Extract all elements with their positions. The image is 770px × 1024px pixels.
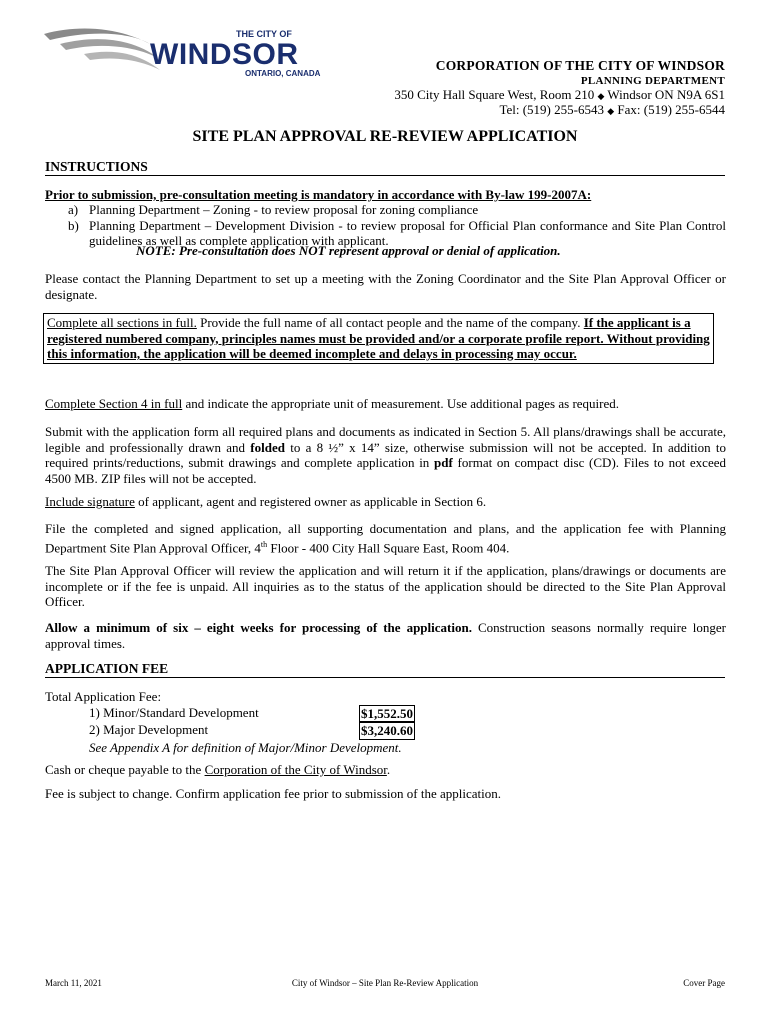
- application-fee-heading: APPLICATION FEE: [45, 661, 725, 678]
- fee-amount: $1,552.50: [361, 705, 413, 721]
- page-title: SITE PLAN APPROVAL RE-REVIEW APPLICATION: [192, 128, 578, 145]
- svg-text:ONTARIO, CANADA: ONTARIO, CANADA: [245, 69, 321, 78]
- footer-date: March 11, 2021: [45, 978, 102, 988]
- appendix-note: See Appendix A for definition of Major/Minor Development.: [89, 739, 402, 755]
- fee-amount: $3,240.60: [361, 723, 413, 738]
- submission-paragraph: Submit with the application form all required plans and documents as indicated in Section 5. All plans/drawings shall be accurate, legible and professionally drawn and folded to a 8 ½” x 14” size, otherwise submission will not be accepted. In addition to required prints/reductions, submit drawings and complete application in pdf format on compact disc (CD). Files to not exceed 4500 MB. ZIP files will not be accepted.: [45, 424, 726, 486]
- department-name: PLANNING DEPARTMENT: [580, 75, 725, 87]
- fee-table: [45, 689, 645, 755]
- fee-change-paragraph: Fee is subject to change. Confirm application fee prior to submission of the application.: [45, 786, 501, 801]
- complete-sections-notice: Complete all sections in full. Provide the full name of all contact people and the name of the company. If the applicant is a registered numbered company, principles names must be provided and/or a corporate profile report. Without providing this information, the application will be deemed incomplete and delays in processing may occur.: [43, 313, 714, 364]
- city-of-windsor-logo: [40, 24, 340, 80]
- footer-page-label: Cover Page: [683, 978, 725, 988]
- table-row: 1) Minor/Standard Development $1,552.50: [89, 704, 413, 721]
- table-row: 2) Major Development $3,240.60: [89, 722, 413, 738]
- preconsultation-note: NOTE: Pre-consultation does NOT represent approval or denial of application.: [136, 243, 561, 258]
- payment-paragraph: Cash or cheque payable to the Corporation of the City of Windsor.: [45, 762, 391, 777]
- list-item: a) Planning Department – Zoning - to review proposal for zoning compliance: [68, 202, 479, 217]
- phone-line: Tel: (519) 255-6543 ◆ Fax: (519) 255-6544: [499, 102, 725, 117]
- bullet-icon: ◆: [597, 91, 605, 101]
- preconsultation-requirement: Prior to submission, pre-consultation meeting is mandatory in accordance with By-law 199-2007A:: [45, 187, 592, 202]
- review-paragraph: The Site Plan Approval Officer will review the application and will return it if the application, plans/drawings or documents are incomplete or if the fee is unpaid. All inquiries as to the status of the application should be directed to the Site Plan Approval Officer.: [45, 563, 726, 609]
- address-line: 350 City Hall Square West, Room 210 ◆ Windsor ON N9A 6S1: [394, 87, 725, 102]
- section4-paragraph: Complete Section 4 in full and indicate the appropriate unit of measurement. Use additional pages as required.: [45, 396, 620, 411]
- signature-paragraph: Include signature of applicant, agent and registered owner as applicable in Section 6.: [45, 494, 487, 509]
- instructions-heading: INSTRUCTIONS: [45, 159, 725, 176]
- processing-time-paragraph: Allow a minimum of six – eight weeks for processing of the application. Construction seasons normally require longer approval times.: [45, 620, 726, 651]
- preconsultation-list: [45, 202, 726, 249]
- svg-text:THE CITY OF: THE CITY OF: [236, 29, 292, 39]
- bullet-icon: ◆: [607, 106, 615, 116]
- list-item: b) Planning Department – Development Division - to review proposal for Official Plan conformance and Site Plan Control guidelines as well as complete application with applicant.: [68, 217, 726, 248]
- svg-text:WINDSOR: WINDSOR: [150, 38, 299, 71]
- footer-title: City of Windsor – Site Plan Re-Review Application: [291, 978, 479, 988]
- filing-paragraph: File the completed and signed application, all supporting documentation and plans, and the application fee with Planning Department Site Plan Approval Officer, 4th Floor - 400 City Hall Square East, Room 404.: [45, 521, 726, 555]
- corporation-name: CORPORATION OF THE CITY OF WINDSOR: [435, 58, 725, 73]
- contact-paragraph: Please contact the Planning Department to set up a meeting with the Zoning Coordinator and the Site Plan Approval Officer or designate.: [45, 271, 726, 302]
- total-fee-label: Total Application Fee:: [45, 689, 162, 704]
